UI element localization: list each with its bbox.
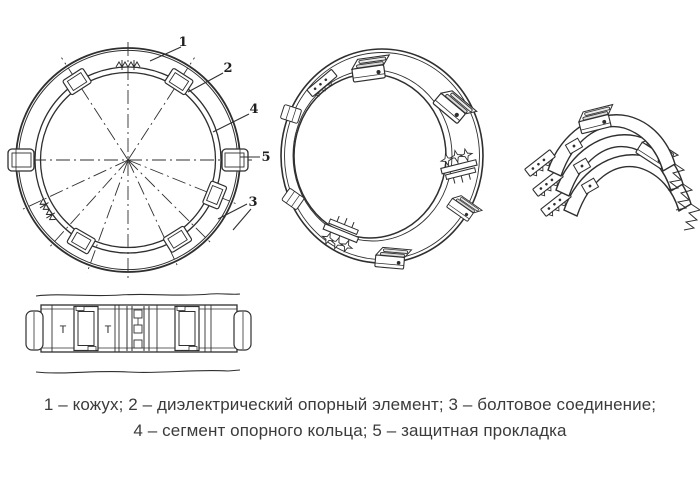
section-clamp-left <box>74 307 98 351</box>
figure-legend <box>0 392 700 444</box>
bolted-joint-right <box>437 146 480 187</box>
t-mark-2: Т <box>104 324 112 336</box>
segments-view <box>525 105 700 230</box>
end-block-left-upper <box>280 104 302 123</box>
end-cap-right <box>234 311 251 350</box>
callout-1: 1 <box>178 35 188 50</box>
clamp-block-bottom <box>375 247 412 270</box>
clamp-bottom <box>163 226 192 253</box>
section-bolted-joint <box>127 306 149 351</box>
clamp-bottom-left <box>67 228 96 255</box>
section-view <box>26 294 251 373</box>
clamp-block-top <box>351 55 393 82</box>
legend-line-2: 4 – сегмент опорного кольца; 5 – защитная прокладка <box>133 421 567 440</box>
ring-opening <box>294 74 446 238</box>
callout-2: 2 <box>223 61 233 76</box>
bolted-joint-lower-left <box>318 211 364 255</box>
front-view-ring-assembly <box>8 35 271 280</box>
t-mark-1: Т <box>59 324 67 336</box>
end-cap-left <box>26 311 43 350</box>
clamp-bottom-right <box>202 181 227 210</box>
clamp-top-left <box>62 68 91 95</box>
section-clamp-right <box>175 307 199 351</box>
callout-5: 5 <box>261 150 271 165</box>
casing-broken-edge-top <box>36 294 240 296</box>
callout-4: 4 <box>249 102 259 117</box>
callout-3: 3 <box>248 195 258 210</box>
clamp-right <box>222 149 248 171</box>
clamp-block-lower-right <box>446 192 482 224</box>
casing-broken-edge-bottom <box>36 370 240 373</box>
clamp-left <box>8 149 34 171</box>
perspective-view-ring <box>280 49 483 270</box>
legend-line-1: 1 – кожух; 2 – диэлектрический опорный элемент; 3 – болтовое соединение; <box>43 395 657 414</box>
